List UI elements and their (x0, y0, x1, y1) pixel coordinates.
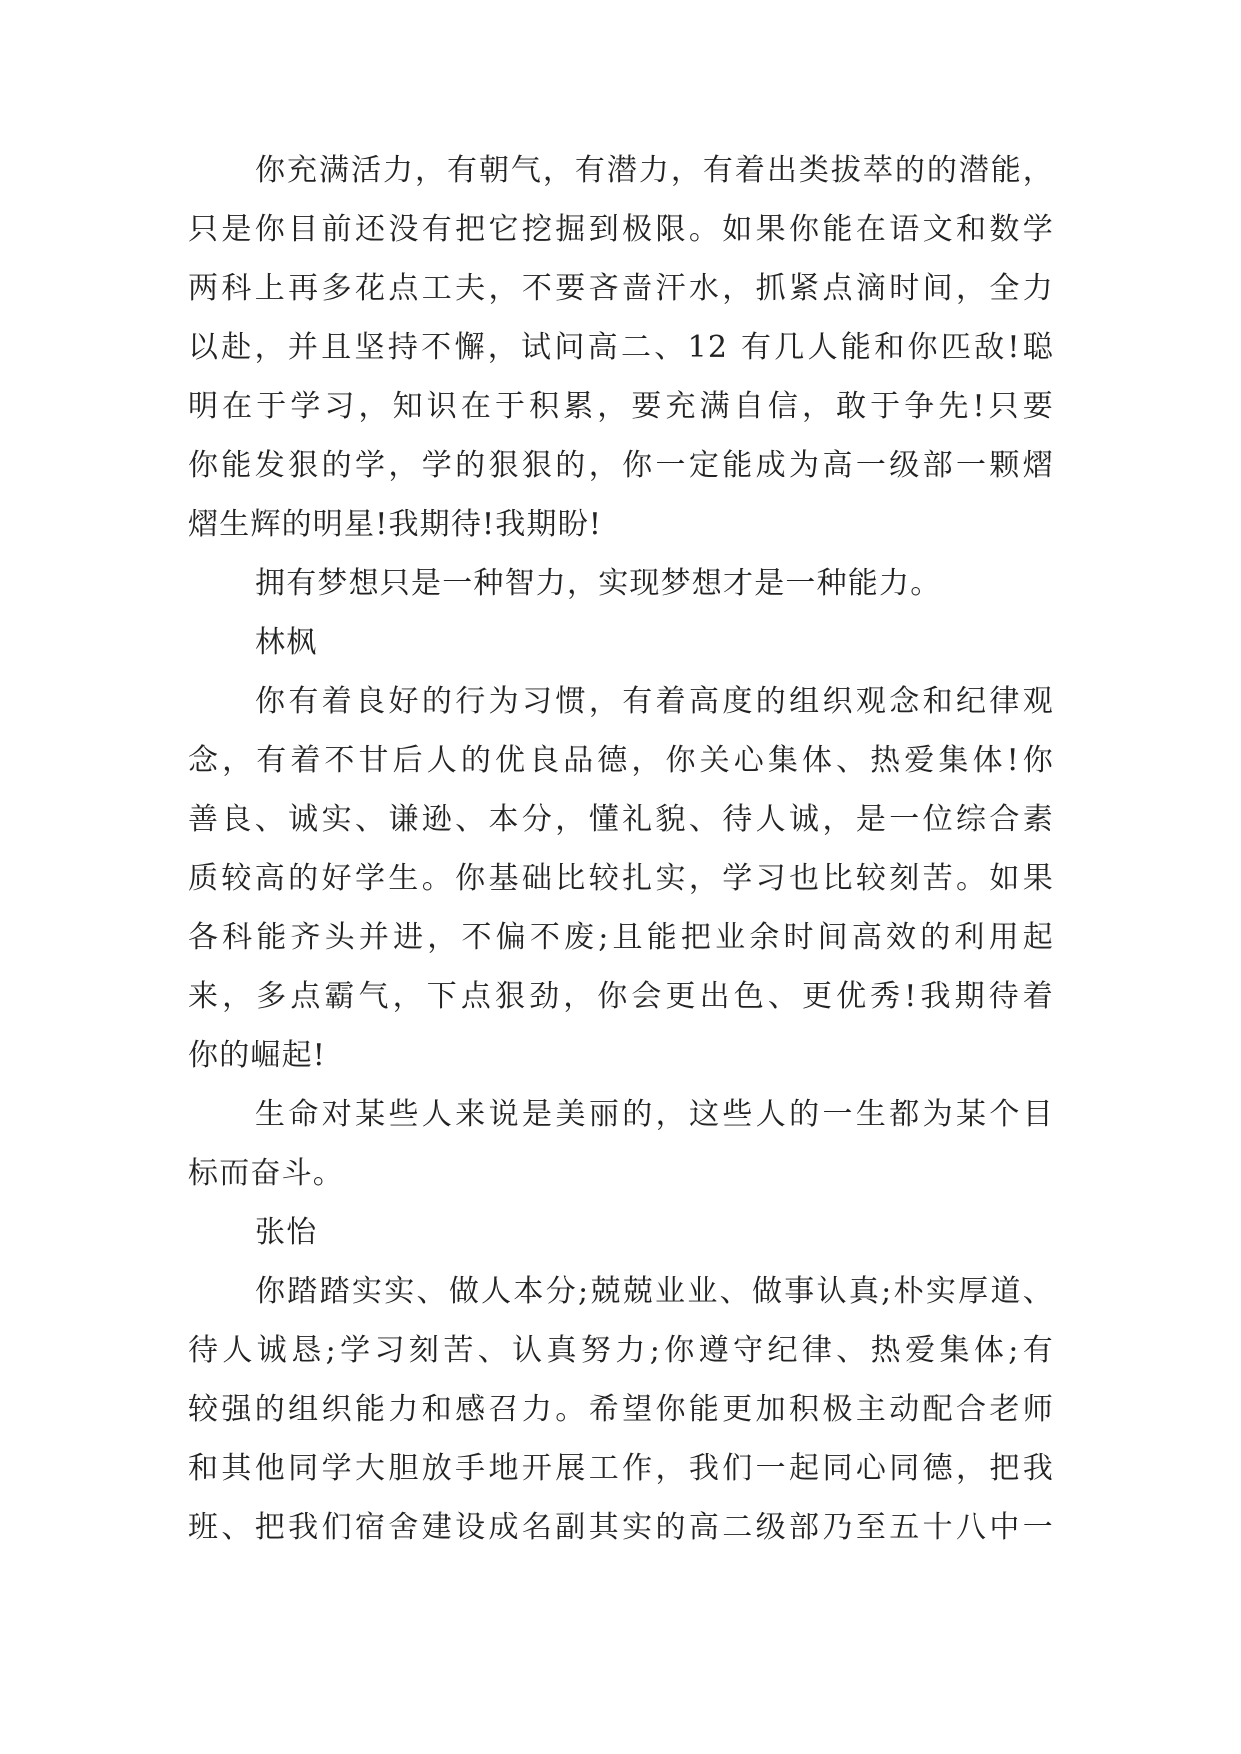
text-line: 待人诚恳;学习刻苦、认真努力;你遵守纪律、热爱集体;有 (188, 1333, 1054, 1368)
comment-paragraph (188, 1262, 1054, 1557)
comment-paragraph (188, 141, 1054, 554)
text-line: 你踏踏实实、做人本分;兢兢业业、做事认真;朴实厚道、 (255, 1274, 1054, 1309)
comment-paragraph (188, 672, 1054, 1085)
text-line: 和其他同学大胆放手地开展工作，我们一起同心同德，把我 (188, 1451, 1054, 1486)
text-line: 熠生辉的明星!我期待!我期盼! (188, 507, 603, 542)
student-name-text: 林枫 (255, 625, 318, 660)
quote-paragraph (188, 554, 1054, 613)
text-line: 标而奋斗。 (188, 1156, 344, 1191)
text-line: 两科上再多花点工夫，不要吝啬汗水，抓紧点滴时间，全力 (188, 271, 1054, 306)
text-line: 生命对某些人来说是美丽的，这些人的一生都为某个目 (255, 1097, 1054, 1132)
student-name (188, 613, 1054, 672)
quote-paragraph (188, 1085, 1054, 1203)
text-line: 你的崛起! (188, 1038, 327, 1073)
text-line: 明在于学习，知识在于积累，要充满自信，敢于争先!只要 (188, 389, 1054, 424)
text-line: 较强的组织能力和感召力。希望你能更加积极主动配合老师 (188, 1392, 1054, 1427)
text-line: 你有着良好的行为习惯，有着高度的组织观念和纪律观 (255, 684, 1054, 719)
text-line: 只是你目前还没有把它挖掘到极限。如果你能在语文和数学 (188, 212, 1054, 247)
text-line: 念，有着不甘后人的优良品德，你关心集体、热爱集体!你 (188, 743, 1054, 778)
text-line: 你充满活力，有朝气，有潜力，有着出类拔萃的的潜能， (255, 153, 1054, 188)
text-line: 质较高的好学生。你基础比较扎实，学习也比较刻苦。如果 (188, 861, 1054, 896)
student-name (188, 1203, 1054, 1262)
document-body (188, 141, 1054, 1557)
text-line: 各科能齐头并进，不偏不废;且能把业余时间高效的利用起 (188, 920, 1054, 955)
text-line: 班、把我们宿舍建设成名副其实的高二级部乃至五十八中一 (188, 1510, 1054, 1545)
student-name-text: 张怡 (255, 1215, 318, 1250)
text-line: 善良、诚实、谦逊、本分，懂礼貌、待人诚，是一位综合素 (188, 802, 1054, 837)
text-line: 来，多点霸气，下点狠劲，你会更出色、更优秀!我期待着 (188, 979, 1054, 1014)
text-line: 拥有梦想只是一种智力，实现梦想才是一种能力。 (255, 566, 942, 601)
text-line: 以赴，并且坚持不懈，试问高二、12 有几人能和你匹敌!聪 (188, 330, 1054, 365)
text-line: 你能发狠的学，学的狠狠的，你一定能成为高一级部一颗熠 (188, 448, 1054, 483)
